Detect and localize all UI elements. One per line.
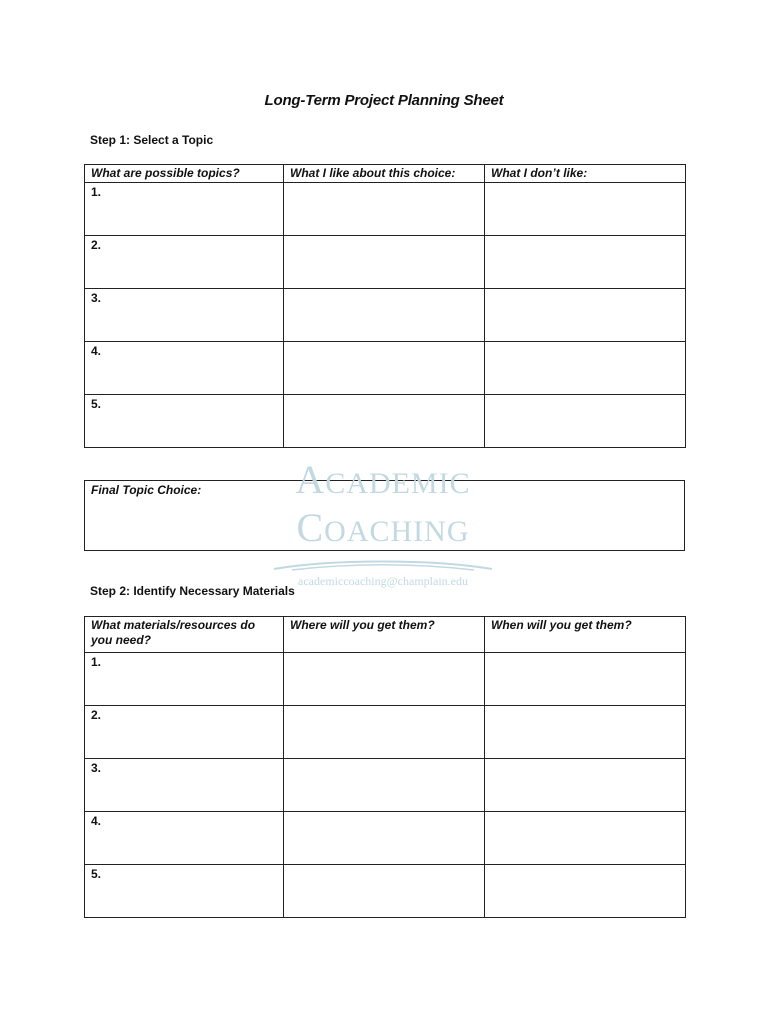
- like-cell[interactable]: [284, 236, 485, 289]
- dislike-cell[interactable]: [485, 395, 686, 448]
- materials-col-header-when: When will you get them?: [485, 617, 686, 653]
- watermark-url: academiccoaching@champlain.edu: [298, 574, 468, 588]
- material-cell[interactable]: 5.: [85, 865, 284, 918]
- topics-col-header-dislike: What I don’t like:: [485, 165, 686, 183]
- where-cell[interactable]: [284, 653, 485, 706]
- like-cell[interactable]: [284, 289, 485, 342]
- when-cell[interactable]: [485, 653, 686, 706]
- like-cell[interactable]: [284, 342, 485, 395]
- like-cell[interactable]: [284, 395, 485, 448]
- material-cell[interactable]: 3.: [85, 759, 284, 812]
- topic-cell[interactable]: 4.: [85, 342, 284, 395]
- topic-cell[interactable]: 3.: [85, 289, 284, 342]
- table-row: [85, 236, 686, 289]
- materials-header-row: [85, 617, 686, 653]
- where-cell[interactable]: [284, 865, 485, 918]
- table-row: [85, 395, 686, 448]
- table-row: [85, 706, 686, 759]
- table-row: [85, 653, 686, 706]
- where-cell[interactable]: [284, 759, 485, 812]
- step1-heading: Step 1: Select a Topic: [90, 133, 214, 147]
- material-cell[interactable]: 4.: [85, 812, 284, 865]
- dislike-cell[interactable]: [485, 289, 686, 342]
- when-cell[interactable]: [485, 812, 686, 865]
- where-cell[interactable]: [284, 812, 485, 865]
- watermark-rest-academic: CADEMIC: [325, 467, 471, 500]
- like-cell[interactable]: [284, 183, 485, 236]
- topic-cell[interactable]: 1.: [85, 183, 284, 236]
- table-row: [85, 812, 686, 865]
- final-topic-label: Final Topic Choice:: [91, 483, 202, 497]
- final-topic-box[interactable]: [84, 480, 685, 551]
- materials-table: [84, 616, 686, 918]
- topic-cell[interactable]: 2.: [85, 236, 284, 289]
- page-title: Long-Term Project Planning Sheet: [264, 92, 504, 109]
- dislike-cell[interactable]: [485, 183, 686, 236]
- when-cell[interactable]: [485, 865, 686, 918]
- material-cell[interactable]: 2.: [85, 706, 284, 759]
- watermark-rest-coaching: OACHING: [324, 515, 470, 548]
- dislike-cell[interactable]: [485, 342, 686, 395]
- dislike-cell[interactable]: [485, 236, 686, 289]
- table-row: [85, 759, 686, 812]
- table-row: [85, 289, 686, 342]
- when-cell[interactable]: [485, 706, 686, 759]
- topics-col-header-possible: What are possible topics?: [85, 165, 284, 183]
- table-row: [85, 865, 686, 918]
- topics-table: [84, 164, 686, 448]
- topics-header-row: [85, 165, 686, 183]
- topic-cell[interactable]: 5.: [85, 395, 284, 448]
- topics-col-header-like: What I like about this choice:: [284, 165, 485, 183]
- materials-col-header-where: Where will you get them?: [284, 617, 485, 653]
- when-cell[interactable]: [485, 759, 686, 812]
- where-cell[interactable]: [284, 706, 485, 759]
- watermark-initial-a: A: [295, 457, 326, 502]
- table-row: [85, 342, 686, 395]
- step2-heading: Step 2: Identify Necessary Materials: [90, 584, 295, 598]
- watermark-swoosh-icon: [272, 558, 494, 572]
- watermark-initial-c: C: [296, 505, 325, 550]
- material-cell[interactable]: 1.: [85, 653, 284, 706]
- materials-col-header-need: What materials/resources do you need?: [85, 617, 284, 653]
- table-row: [85, 183, 686, 236]
